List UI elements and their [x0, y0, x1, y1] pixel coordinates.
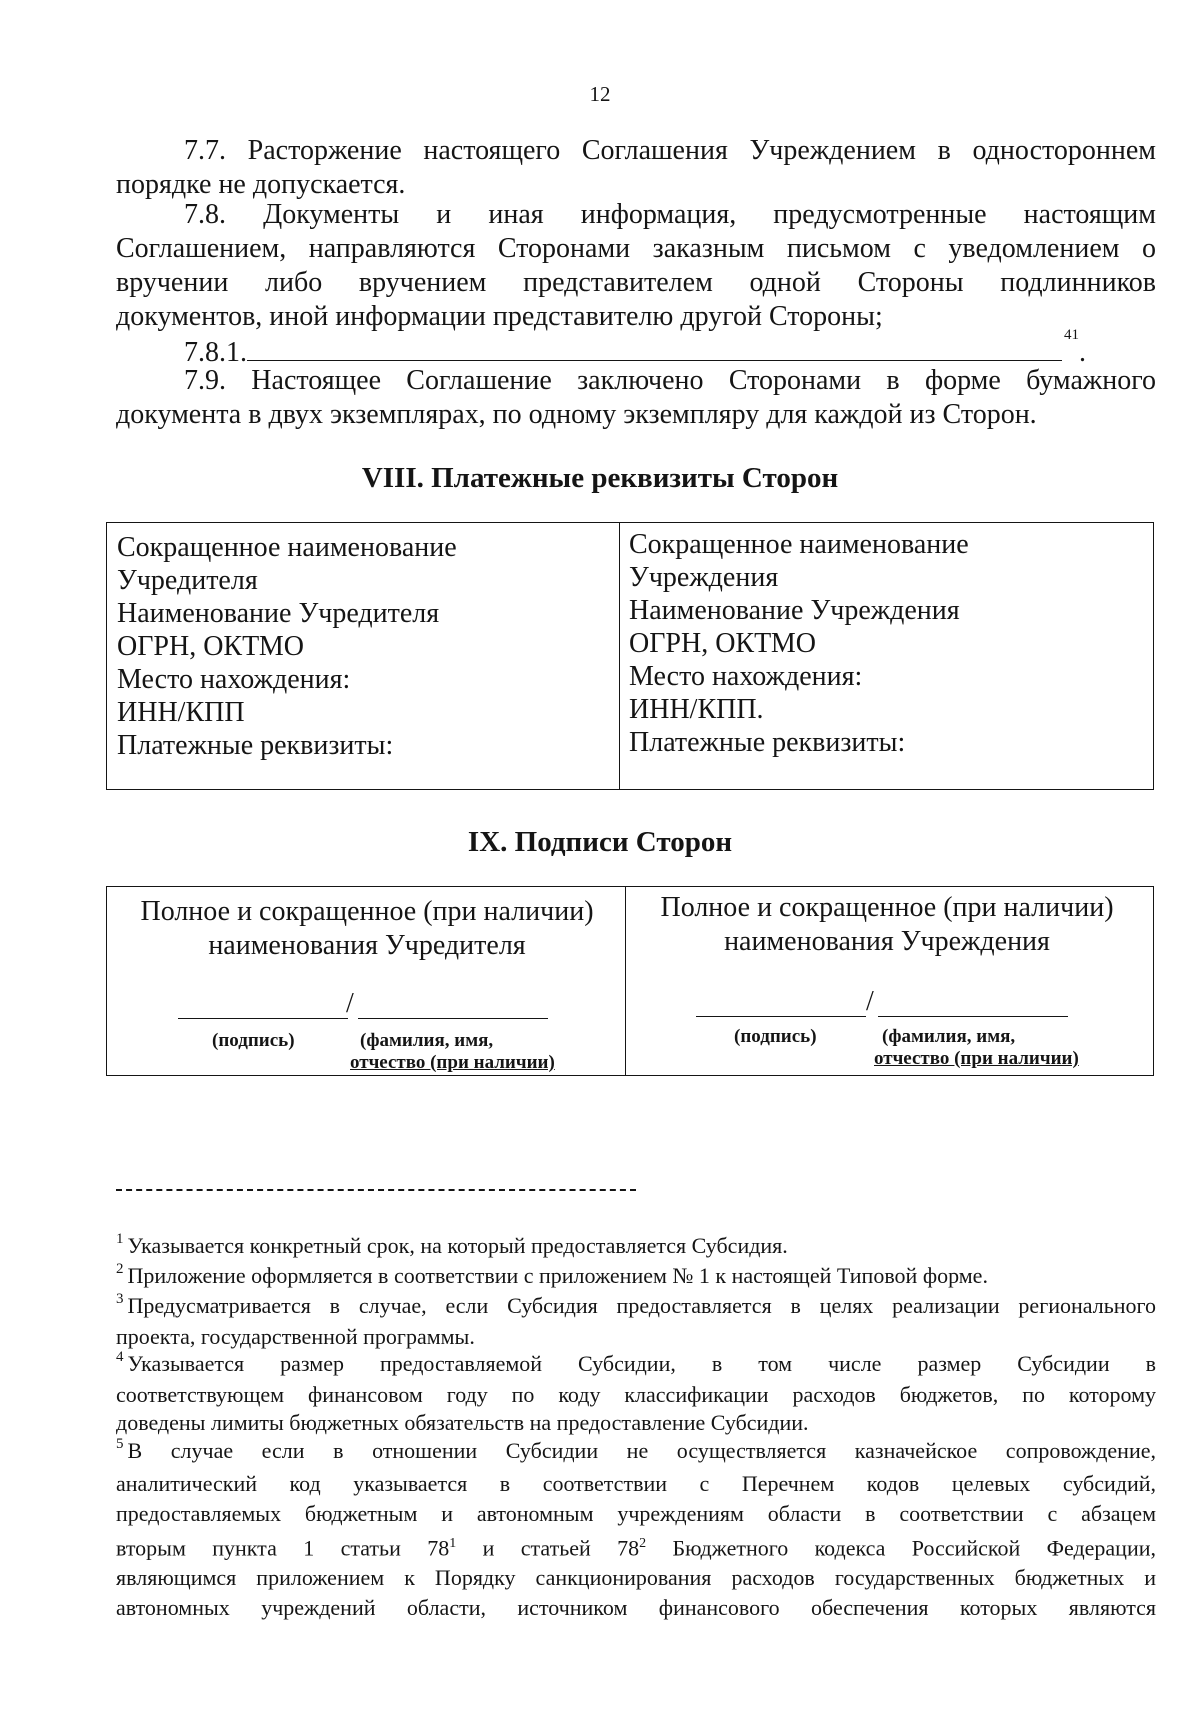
institution-sign-caption: (подпись) — [734, 1026, 817, 1047]
institution-slash: / — [866, 986, 874, 1017]
founder-ogrn-label: ОГРН, ОКТМО — [117, 631, 304, 662]
institution-details — [629, 528, 969, 759]
clause-7-9-line2: документа в двух экземплярах, по одному экземпляру для каждой из Сторон. — [116, 399, 1037, 430]
founder-name-label: Наименование Учредителя — [117, 598, 440, 629]
table-divider — [619, 523, 620, 789]
clause-7-7-line1: 7.7. Расторжение настоящего Соглашения Учреждением в одностороннем — [184, 135, 1156, 166]
founder-sign-caption: (подпись) — [212, 1030, 295, 1051]
clause-7-8 — [116, 198, 1156, 334]
footnote-separator — [116, 1189, 636, 1191]
clause-7-8-line1: 7.8. Документы и иная информация, предусмотренные настоящим — [184, 199, 1156, 230]
clause-7-8-line4: документов, иной информации представителю другой Стороны; — [116, 301, 883, 332]
founder-location-label: Место нахождения: — [117, 664, 351, 695]
founder-slash: / — [346, 988, 354, 1019]
institution-short-name-label-1: Сокращенное наименование — [629, 529, 969, 560]
institution-payment-label: Платежные реквизиты: — [629, 727, 906, 758]
founder-short-name-label-1: Сокращенное наименование — [117, 532, 457, 563]
page-number: 12 — [589, 82, 611, 106]
institution-short-name-label-2: Учреждения — [629, 562, 779, 593]
clause-7-9-line1: 7.9. Настоящее Соглашение заключено Сторонами в форме бумажного — [184, 365, 1156, 396]
institution-name-caption-1: (фамилия, имя, — [882, 1026, 1016, 1047]
payment-details-table — [106, 522, 1154, 790]
footnote-2: $^2$ Приложение оформляется в соответствии с приложением № 1 к настоящей Типовой форме. — [116, 1261, 988, 1288]
institution-name-line — [878, 1016, 1068, 1017]
founder-name-caption-2: отчество (при наличии) — [350, 1052, 555, 1073]
institution-signature-line — [696, 1016, 866, 1017]
clause-7-9 — [116, 364, 1156, 432]
founder-name-caption-1: (фамилия, имя, — [360, 1030, 494, 1051]
founder-signature-line — [178, 1018, 348, 1019]
clause-7-8-1-label: 7.8.1. — [184, 337, 247, 368]
institution-name-label: Наименование Учреждения — [629, 595, 960, 626]
fill-in-line — [247, 334, 1062, 361]
founder-short-name-label-2: Учредителя — [117, 565, 258, 596]
footnote-4: $^4$ Указывается размер предоставляемой Субсидии, в том числе размер Субсидии в соответствующем финансовом году по коду классификации расходов бюджетов, по которому доведены лимиты бюджетных обязательств на предоставление Субсидии. — [116, 1349, 1156, 1435]
founder-details — [117, 531, 457, 762]
institution-location-label: Место нахождения: — [629, 661, 863, 692]
founder-title-line1: Полное и сокращенное (при наличии) — [140, 896, 594, 927]
clause-7-8-line2: Соглашением, направляются Сторонами заказным письмом с уведомлением о — [116, 233, 1156, 264]
section-9-heading: IX. Подписи Сторон — [467, 826, 733, 858]
clause-7-8-line3: вручении либо вручением представителем одной Стороны подлинников — [116, 267, 1156, 298]
footnote-5: $^5$ В случае если в отношении Субсидии не осуществляется казначейское сопровождение, аналитический код указывается в соответствии с Перечнем кодов целевых субсидий, предоставляемых бюджетным и автономным учреждениям области в соответствии с абзацем вторым пункта 1 статьи $78^1$ и статьей $78^2$ Бюджетного кодекса Российской Федерации, являющимся приложением к Порядку санкционирования расходов государственных бюджетных и автономных учреждений области, источником финансового обеспечения которых являются — [116, 1436, 1156, 1621]
founder-payment-label: Платежные реквизиты: — [117, 730, 394, 761]
founder-title-line2: наименования Учредителя — [208, 930, 526, 961]
institution-title-line2: наименования Учреждения — [724, 926, 1050, 957]
institution-inn-label: ИНН/КПП. — [629, 694, 764, 725]
founder-inn-label: ИНН/КПП — [117, 697, 245, 728]
clause-7-7-line2: порядке не допускается. — [116, 169, 406, 200]
institution-ogrn-label: ОГРН, ОКТМО — [629, 628, 816, 659]
founder-name-line — [358, 1018, 548, 1019]
section-8-heading: VIII. Платежные реквизиты Сторон — [361, 462, 839, 494]
footnote-ref-41: 41 — [1064, 327, 1079, 343]
footnote-1: $^1$ Указывается конкретный срок, на который предоставляется Субсидия. — [116, 1231, 788, 1258]
institution-name-caption-2: отчество (при наличии) — [874, 1048, 1079, 1069]
footnote-3: $^3$ Предусматривается в случае, если Субсидия предоставляется в целях реализации регионального проекта, государственной программы. — [116, 1291, 1156, 1349]
clause-7-8-1-end: . — [1079, 337, 1086, 368]
institution-title-line1: Полное и сокращенное (при наличии) — [660, 892, 1114, 923]
clause-7-7 — [116, 134, 1156, 202]
